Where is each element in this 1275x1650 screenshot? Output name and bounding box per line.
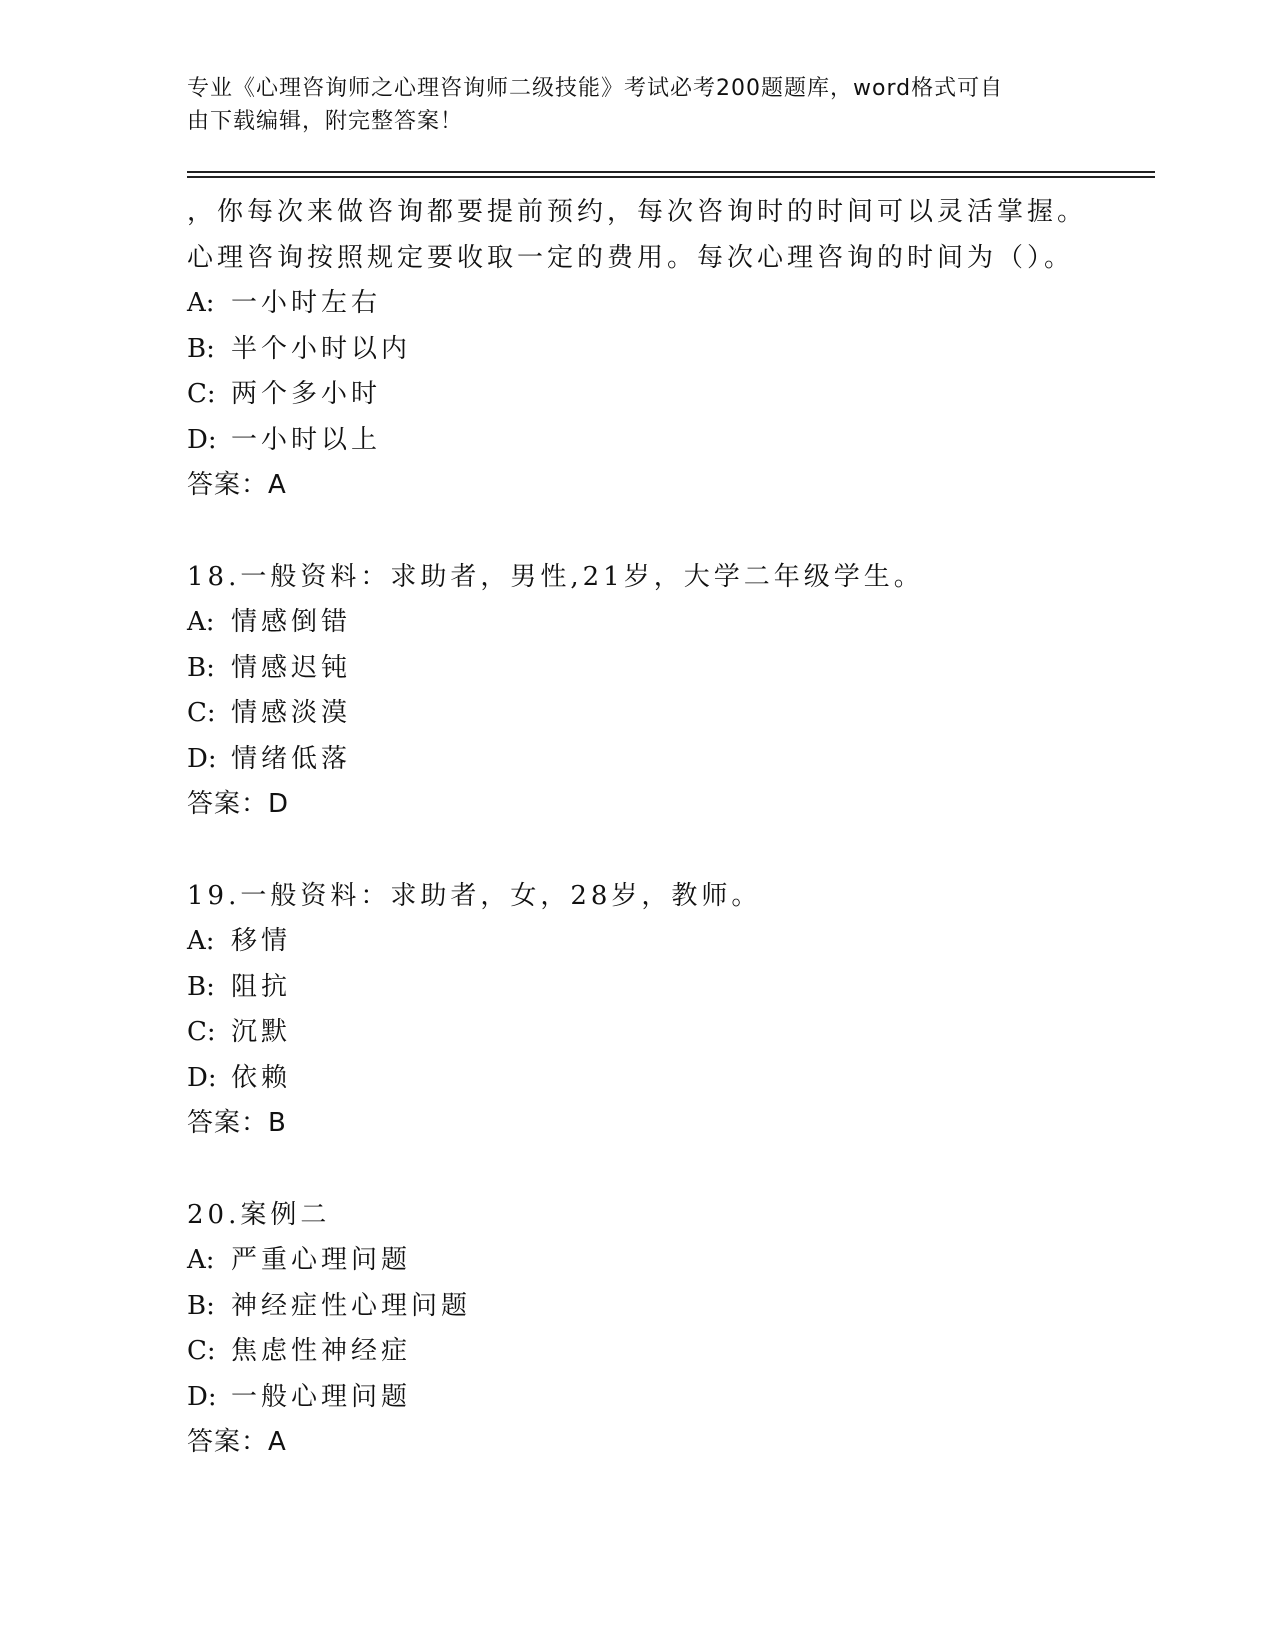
header-line-1: 专业《心理咨询师之心理咨询师二级技能》考试必考200题题库，word格式可自: [187, 76, 1004, 101]
option-text: 焦虑性神经症: [231, 1336, 412, 1366]
option-text: 一小时以上: [231, 424, 382, 455]
option-letter: C:: [187, 698, 216, 728]
question-19: [187, 874, 1147, 1147]
question-spacer: [187, 509, 1147, 555]
question-20-option-c: [187, 1329, 1147, 1375]
question-19-option-d: [187, 1056, 1147, 1102]
question-18-option-d: [187, 737, 1147, 783]
option-letter: A:: [187, 607, 215, 637]
option-letter: D:: [187, 424, 217, 455]
option-letter: A:: [187, 288, 215, 318]
question-17-option-c: [187, 372, 1147, 418]
question-20-option-b: [187, 1284, 1147, 1330]
question-17-option-a: [187, 281, 1147, 327]
question-19-option-b: [187, 965, 1147, 1011]
question-20-stem: 20.案例二: [187, 1199, 331, 1230]
option-text: 沉默: [231, 1017, 292, 1047]
option-text: 两个多小时: [231, 379, 382, 409]
question-list: [187, 190, 1147, 1466]
document-header: [187, 72, 1077, 138]
option-text: 神经症性心理问题: [231, 1290, 472, 1321]
question-17: [187, 190, 1147, 509]
question-17-answer: 答案：A: [187, 470, 287, 500]
option-letter: D:: [187, 743, 217, 774]
question-spacer: [187, 1147, 1147, 1193]
option-letter: B:: [187, 652, 215, 683]
question-17-option-d: [187, 418, 1147, 464]
question-19-answer: 答案：B: [187, 1108, 287, 1138]
option-letter: D:: [187, 1381, 217, 1412]
question-18-option-b: [187, 646, 1147, 692]
question-20-option-d: [187, 1375, 1147, 1421]
option-letter: C:: [187, 1336, 216, 1366]
option-text: 情感倒错: [231, 607, 352, 637]
header-divider-top: [187, 171, 1155, 173]
question-17-stem-line-1: ，你每次来做咨询都要提前预约，每次咨询时的时间可以灵活掌握。: [187, 197, 1088, 227]
option-text: 一般心理问题: [231, 1381, 412, 1412]
header-divider-bottom: [187, 176, 1155, 178]
option-text: 移情: [231, 926, 292, 956]
option-text: 半个小时以内: [231, 333, 412, 364]
question-17-stem-line-2: 心理咨询按照规定要收取一定的费用。每次心理咨询的时间为（）。: [187, 242, 1075, 273]
option-letter: C:: [187, 1017, 216, 1047]
question-20-option-a: [187, 1238, 1147, 1284]
option-letter: A:: [187, 926, 215, 956]
option-text: 严重心理问题: [231, 1245, 412, 1275]
question-18-answer: 答案：D: [187, 789, 290, 819]
option-letter: C:: [187, 379, 216, 409]
option-letter: B:: [187, 971, 215, 1002]
option-text: 阻抗: [231, 971, 292, 1002]
question-18: [187, 555, 1147, 828]
question-20: [187, 1193, 1147, 1466]
option-letter: B:: [187, 333, 215, 364]
option-text: 依赖: [231, 1062, 292, 1093]
question-18-option-a: [187, 600, 1147, 646]
option-letter: A:: [187, 1245, 215, 1275]
header-line-2: 由下载编辑，附完整答案！: [187, 109, 464, 134]
question-18-stem: 18.一般资料：求助者，男性,21岁，大学二年级学生。: [187, 561, 924, 592]
option-letter: B:: [187, 1290, 215, 1321]
question-spacer: [187, 828, 1147, 874]
option-text: 情感迟钝: [231, 652, 352, 683]
question-20-answer: 答案：A: [187, 1427, 287, 1457]
question-19-stem: 19.一般资料：求助者，女，28岁，教师。: [187, 880, 762, 911]
option-text: 情绪低落: [231, 743, 352, 774]
question-17-option-b: [187, 327, 1147, 373]
option-text: 一小时左右: [231, 288, 382, 318]
option-text: 情感淡漠: [231, 698, 352, 728]
option-letter: D:: [187, 1062, 217, 1093]
question-19-option-a: [187, 919, 1147, 965]
question-18-option-c: [187, 691, 1147, 737]
question-19-option-c: [187, 1010, 1147, 1056]
